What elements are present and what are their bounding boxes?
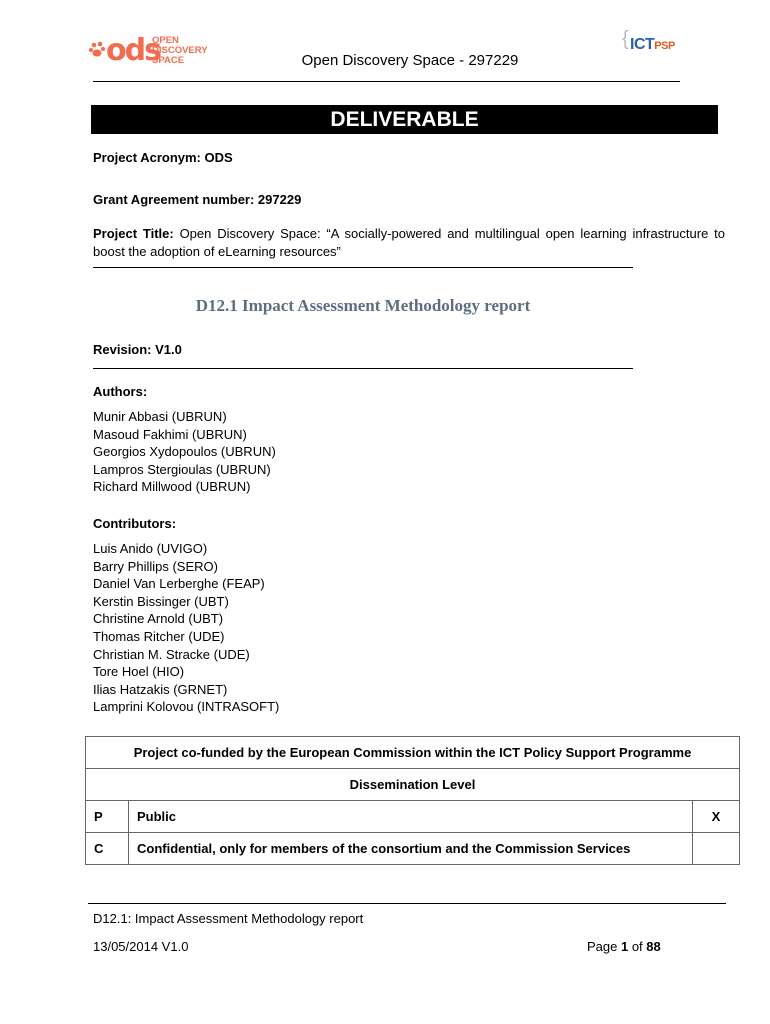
list-item: Thomas Ritcher (UDE): [93, 628, 225, 644]
list-item: Luis Anido (UVIGO): [93, 541, 208, 556]
authors-list: [93, 408, 276, 496]
list-item: Munir Abbasi (UBRUN): [93, 409, 227, 424]
table-row: [86, 769, 740, 801]
funding-statement: Project co-funded by the European Commission within the ICT Policy Support Programme: [86, 737, 740, 769]
footer-document: D12.1: Impact Assessment Methodology report: [93, 911, 364, 926]
level-code: C: [86, 833, 129, 865]
header-divider: [93, 81, 680, 82]
logo-brace-icon: {: [622, 28, 629, 50]
project-title-text: Open Discovery Space: “A socially-powered and multilingual open learning infrastructure to boost the adoption of eLearning resources”: [93, 226, 725, 259]
level-code: P: [86, 801, 129, 833]
list-item: Ilias Hatzakis (GRNET): [93, 681, 228, 697]
footer-date-version: 13/05/2014 V1.0: [93, 939, 189, 954]
list-item: Daniel Van Lerberghe (FEAP): [93, 576, 265, 592]
footer-divider: [88, 903, 726, 904]
ict-logo-text: ICTPSP: [630, 36, 675, 53]
level-label: Confidential, only for members of the consortium and the Commission Services: [129, 833, 693, 865]
document-title: D12.1 Impact Assessment Methodology report: [195, 296, 531, 315]
dissemination-table: [85, 736, 740, 865]
grant-agreement: Grant Agreement number: 297229: [93, 192, 302, 207]
dissemination-level-header: Dissemination Level: [86, 769, 740, 801]
list-item: Lampros Stergioulas (UBRUN): [93, 461, 271, 477]
list-item: Masoud Fakhimi (UBRUN): [93, 426, 247, 442]
current-page: 1: [620, 939, 629, 954]
list-item: Georgios Xydopoulos (UBRUN): [93, 444, 276, 460]
table-row: [86, 737, 740, 769]
total-pages: 88: [646, 939, 661, 954]
list-item: Christine Arnold (UBT): [93, 611, 224, 627]
header-title: Open Discovery Space - 297229: [301, 52, 519, 69]
list-item: Barry Phillips (SERO): [93, 558, 218, 574]
authors-label: Authors:: [93, 384, 148, 399]
ods-logo-name: OPEN DISCOVERY SPACE: [152, 35, 208, 66]
project-title: [93, 225, 725, 261]
revision: Revision: V1.0: [93, 342, 182, 357]
deliverable-banner: DELIVERABLE: [91, 105, 718, 134]
divider: [93, 267, 633, 268]
list-item: Richard Millwood (UBRUN): [93, 479, 251, 495]
list-item: Lamprini Kolovou (INTRASOFT): [93, 699, 280, 715]
footer-page-number: Page 1 of 88: [587, 939, 661, 954]
project-acronym: Project Acronym: ODS: [93, 150, 233, 165]
table-row: [86, 801, 740, 833]
list-item: Christian M. Stracke (UDE): [93, 646, 250, 662]
divider: [93, 368, 633, 369]
list-item: Kerstin Bissinger (UBT): [93, 593, 229, 609]
level-label: Public: [129, 801, 693, 833]
level-mark: X: [693, 801, 740, 833]
level-mark: [693, 833, 740, 865]
ods-logo-letters: ods: [106, 33, 160, 68]
contributors-label: Contributors:: [93, 516, 177, 531]
list-item: Tore Hoel (HIO): [93, 664, 185, 680]
contributors-list: [93, 540, 279, 716]
project-title-label: Project Title:: [93, 226, 174, 241]
table-row: [86, 833, 740, 865]
